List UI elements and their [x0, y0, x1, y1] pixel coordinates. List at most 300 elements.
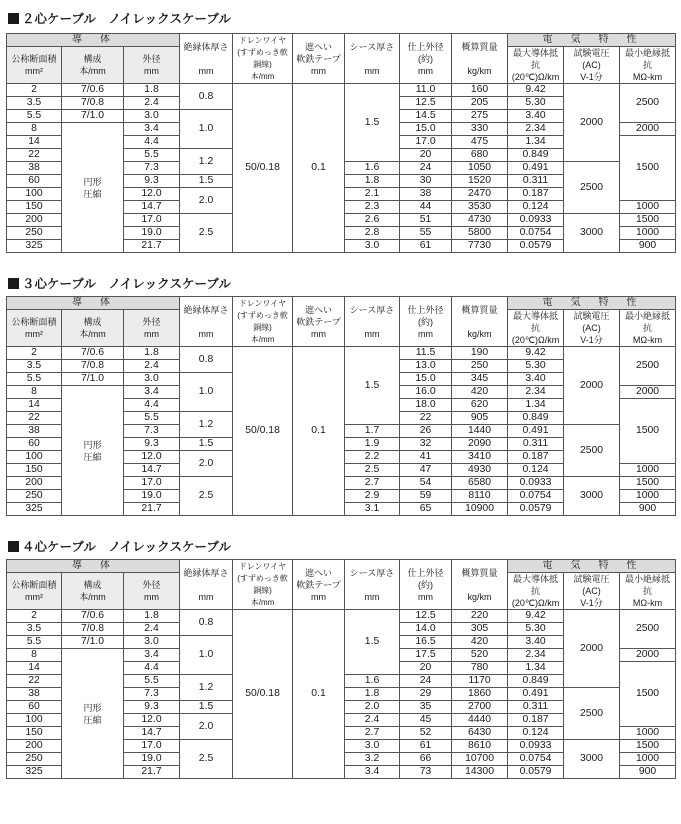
- table-cell: 2.0: [180, 714, 233, 740]
- table-cell: 22: [400, 412, 452, 425]
- table-cell: 0.849: [508, 412, 564, 425]
- table-cell: 2000: [620, 123, 676, 136]
- table-cell: 20: [400, 662, 452, 675]
- table-cell: 150: [7, 727, 62, 740]
- table-cell: 1.5: [345, 610, 400, 675]
- table-cell: 900: [620, 766, 676, 779]
- table-cell: 2.5: [180, 477, 233, 516]
- table-cell: kg/km: [467, 65, 492, 76]
- table-cell: 73: [400, 766, 452, 779]
- table-cell: 0.0579: [508, 503, 564, 516]
- table-cell: 3.40: [508, 636, 564, 649]
- table-cell: 150: [7, 201, 62, 214]
- table-cell: 3.2: [345, 753, 400, 766]
- table-cell: 61: [400, 740, 452, 753]
- table-cell: 公称断面積: [11, 317, 57, 327]
- table-cell: 14: [7, 136, 62, 149]
- table-cell: 3.4: [124, 386, 180, 399]
- table-cell: mm: [418, 65, 434, 76]
- table-cell: (20℃)Ω/km: [511, 335, 560, 345]
- table-cell: 1.0: [180, 636, 233, 675]
- table-cell: mm²: [25, 66, 43, 76]
- table-cell: 2.0: [180, 451, 233, 477]
- table-cell: 7/0.6: [62, 84, 124, 97]
- table-cell: 45: [400, 714, 452, 727]
- header-conductor: 導 体: [7, 34, 180, 47]
- table-cell: 2.1: [345, 188, 400, 201]
- table-cell: 9.3: [124, 175, 180, 188]
- table-cell: 2.4: [124, 97, 180, 110]
- table-cell: 2.2: [345, 451, 400, 464]
- table-cell: 12.5: [400, 97, 452, 110]
- table-cell: シース厚さ: [349, 304, 395, 315]
- table-cell: シース厚さ: [349, 567, 395, 578]
- table-cell: (すずめっき軟銅線): [237, 573, 288, 595]
- table-cell: 2.4: [345, 714, 400, 727]
- table-cell: 試験電圧(AC): [573, 311, 610, 333]
- header-shield: [293, 34, 345, 84]
- table-cell: 12.5: [400, 610, 452, 623]
- header-area: [7, 310, 62, 347]
- table-cell: mm²: [25, 329, 43, 339]
- table-cell: (約): [418, 53, 434, 64]
- table-cell: 14.5: [400, 110, 452, 123]
- shield-cell: 0.1: [293, 84, 345, 253]
- table-cell: 試験電圧(AC): [573, 48, 610, 70]
- table-cell: 1000: [620, 753, 676, 766]
- table-cell: MΩ-km: [632, 335, 663, 345]
- header-finished-od: [400, 297, 452, 347]
- table-cell: 15.0: [400, 373, 452, 386]
- shape-cell: [62, 386, 124, 516]
- table-cell: 420: [452, 386, 508, 399]
- section-title-2core: [8, 10, 231, 28]
- shape-cell: [62, 649, 124, 779]
- table-cell: 本/mm: [79, 329, 106, 339]
- table-cell: 遮へい: [305, 41, 333, 52]
- table-cell: 38: [7, 162, 62, 175]
- table-cell: 19.0: [124, 753, 180, 766]
- table-cell: 0.0933: [508, 740, 564, 753]
- table-cell: 275: [452, 110, 508, 123]
- table-cell: 17.0: [124, 477, 180, 490]
- table-cell: 7.3: [124, 162, 180, 175]
- table-cell: 本/mm: [250, 334, 275, 344]
- table-cell: 0.491: [508, 688, 564, 701]
- table-cell: 外径: [142, 54, 161, 64]
- table-cell: 5.5: [7, 636, 62, 649]
- insulation-resistance-cell: 2500: [620, 84, 676, 123]
- table-cell: 345: [452, 373, 508, 386]
- table-cell: 2470: [452, 188, 508, 201]
- table-cell: mm: [418, 328, 434, 339]
- table-cell: 3000: [564, 477, 620, 516]
- table-cell: 圧縮: [83, 451, 102, 462]
- table-cell: 2500: [564, 425, 620, 477]
- table-cell: 2: [7, 610, 62, 623]
- table-cell: 0.0754: [508, 227, 564, 240]
- table-cell: 38: [7, 688, 62, 701]
- table-cell: 6580: [452, 477, 508, 490]
- table-cell: 1.5: [180, 175, 233, 188]
- table-cell: (20℃)Ω/km: [511, 72, 560, 82]
- table-cell: 4.4: [124, 399, 180, 412]
- drain-wire-cell: 50/0.18: [233, 84, 293, 253]
- sheath-cell: 1.5: [345, 84, 400, 162]
- table-cell: 3.0: [345, 240, 400, 253]
- table-cell: 本/mm: [79, 66, 106, 76]
- table-cell: (約): [418, 579, 434, 590]
- table-cell: 330: [452, 123, 508, 136]
- table-cell: 1.7: [345, 425, 400, 438]
- table-cell: 3.4: [124, 649, 180, 662]
- table-cell: 38: [7, 425, 62, 438]
- table-cell: 1860: [452, 688, 508, 701]
- table-cell: 0.8: [180, 610, 233, 636]
- table-cell: 0.187: [508, 188, 564, 201]
- table-cell: 0.311: [508, 175, 564, 188]
- table-cell: 8: [7, 649, 62, 662]
- header-shield: [293, 560, 345, 610]
- table-cell: kg/km: [467, 328, 492, 339]
- header-electrical: 電 気 特 性: [508, 34, 676, 47]
- table-cell: 遮へい: [305, 567, 333, 578]
- table-cell: 軟鉄テープ: [296, 579, 341, 590]
- header-test-voltage: [564, 573, 620, 610]
- table-cell: 圧縮: [83, 714, 102, 725]
- table-cell: 1.2: [180, 412, 233, 438]
- table-cell: 8: [7, 386, 62, 399]
- table-cell: 190: [452, 347, 508, 360]
- table-cell: mm: [144, 329, 160, 339]
- table-cell: 2000: [564, 610, 620, 688]
- header-test-voltage: [564, 47, 620, 84]
- table-cell: 3.40: [508, 110, 564, 123]
- table-cell: 2500: [620, 610, 676, 649]
- table-cell: 2.4: [124, 360, 180, 373]
- table-cell: 7730: [452, 240, 508, 253]
- table-cell: 3.0: [124, 636, 180, 649]
- table-cell: 11.5: [400, 347, 452, 360]
- table-cell: 7.3: [124, 425, 180, 438]
- table-cell: 仕上外径: [407, 304, 444, 315]
- table-cell: 2.3: [345, 201, 400, 214]
- table-cell: 0.0754: [508, 753, 564, 766]
- table-cell: 試験電圧(AC): [573, 574, 610, 596]
- table-cell: 1170: [452, 675, 508, 688]
- table-cell: 21.7: [124, 503, 180, 516]
- header-shield: [293, 297, 345, 347]
- square-bullet-icon: [8, 541, 19, 552]
- table-cell: 0.0933: [508, 477, 564, 490]
- header-drain-wire: [233, 34, 293, 84]
- table-cell: 17.5: [400, 649, 452, 662]
- section-title-3core: [8, 275, 231, 293]
- table-cell: 20: [400, 149, 452, 162]
- table-cell: 1.5: [180, 438, 233, 451]
- table-cell: ドレンワイヤ: [238, 35, 287, 45]
- header-od: [124, 310, 180, 347]
- table-cell: 1000: [620, 490, 676, 503]
- spec-table-3core: [6, 296, 676, 516]
- table-cell: 35: [400, 701, 452, 714]
- table-cell: 5.30: [508, 623, 564, 636]
- table-cell: 2.34: [508, 123, 564, 136]
- table-cell: 外径: [142, 580, 161, 590]
- table-cell: 250: [7, 227, 62, 240]
- table-cell: 900: [620, 240, 676, 253]
- header-insulation-resistance: [620, 310, 676, 347]
- table-cell: 14.0: [400, 623, 452, 636]
- table-cell: 5.5: [124, 412, 180, 425]
- table-cell: mm: [364, 591, 380, 602]
- table-cell: 仕上外径: [407, 567, 444, 578]
- table-cell: 6430: [452, 727, 508, 740]
- table-cell: 本/mm: [250, 597, 275, 607]
- table-cell: mm: [418, 591, 434, 602]
- table-cell: 4.4: [124, 662, 180, 675]
- table-cell: 780: [452, 662, 508, 675]
- table-cell: 520: [452, 649, 508, 662]
- table-cell: 最小絶縁抵抗: [625, 311, 671, 333]
- table-cell: 円形: [83, 702, 102, 713]
- table-cell: 0.491: [508, 425, 564, 438]
- table-cell: 1.5: [345, 347, 400, 425]
- table-cell: 7/0.6: [62, 610, 124, 623]
- table-cell: 65: [400, 503, 452, 516]
- table-cell: 1.5: [180, 701, 233, 714]
- table-cell: 7/1.0: [62, 636, 124, 649]
- shield-cell: 0.1: [293, 610, 345, 779]
- table-cell: 0.491: [508, 162, 564, 175]
- table-cell: mm: [311, 65, 327, 76]
- table-cell: ２心ケーブル ノイレックスケーブル: [22, 11, 231, 26]
- table-cell: 公称断面積: [11, 580, 57, 590]
- table-cell: 17.0: [124, 740, 180, 753]
- table-cell: 1500: [620, 136, 676, 201]
- header-finished-od: [400, 560, 452, 610]
- table-cell: 12.0: [124, 714, 180, 727]
- table-cell: ３心ケーブル ノイレックスケーブル: [22, 276, 231, 291]
- table-cell: mm: [144, 66, 160, 76]
- drain-wire-cell: 50/0.18: [233, 347, 293, 516]
- table-cell: 0.849: [508, 149, 564, 162]
- table-cell: 9.3: [124, 701, 180, 714]
- table-cell: 1.34: [508, 399, 564, 412]
- table-cell: 2.5: [345, 464, 400, 477]
- table-cell: 680: [452, 149, 508, 162]
- table-cell: 3.0: [124, 373, 180, 386]
- table-cell: 2.7: [345, 727, 400, 740]
- table-cell: 2: [7, 347, 62, 360]
- table-cell: 250: [7, 490, 62, 503]
- table-cell: 2000: [620, 386, 676, 399]
- table-cell: 21.7: [124, 766, 180, 779]
- table-cell: V-1分: [580, 335, 603, 345]
- table-cell: 1.6: [345, 675, 400, 688]
- insulation-cell: 0.8: [180, 84, 233, 110]
- table-cell: 概算質量: [461, 304, 498, 315]
- table-cell: 軟鉄テープ: [296, 53, 341, 64]
- table-cell: 1500: [620, 399, 676, 464]
- header-weight: [452, 560, 508, 610]
- table-cell: 620: [452, 399, 508, 412]
- table-cell: 7/0.8: [62, 360, 124, 373]
- table-cell: ドレンワイヤ: [238, 298, 287, 308]
- table-cell: 0.124: [508, 201, 564, 214]
- table-cell: 7.3: [124, 688, 180, 701]
- table-cell: 5.5: [7, 373, 62, 386]
- header-area: [7, 47, 62, 84]
- table-cell: V-1分: [580, 72, 603, 82]
- table-cell: 205: [452, 97, 508, 110]
- table-cell: 1000: [620, 201, 676, 214]
- table-cell: 2.9: [345, 490, 400, 503]
- header-sheath-thickness: [345, 560, 400, 610]
- table-cell: 1500: [620, 214, 676, 227]
- header-conductor: 導 体: [7, 560, 180, 573]
- square-bullet-icon: [8, 13, 19, 24]
- table-cell: 2000: [620, 649, 676, 662]
- table-cell: 10700: [452, 753, 508, 766]
- table-cell: 3000: [564, 214, 620, 253]
- table-cell: 0.124: [508, 727, 564, 740]
- table-cell: 200: [7, 477, 62, 490]
- shape-cell: [62, 123, 124, 253]
- table-cell: 1.9: [345, 438, 400, 451]
- header-resistance: [508, 310, 564, 347]
- header-insulation-resistance: [620, 573, 676, 610]
- table-cell: 100: [7, 714, 62, 727]
- table-cell: 150: [7, 464, 62, 477]
- table-cell: 1.8: [345, 688, 400, 701]
- table-cell: 仕上外径: [407, 41, 444, 52]
- table-cell: 16.5: [400, 636, 452, 649]
- table-cell: 1520: [452, 175, 508, 188]
- table-cell: 構成: [83, 580, 102, 590]
- table-cell: シース厚さ: [349, 41, 395, 52]
- table-cell: 54: [400, 477, 452, 490]
- table-cell: 4.4: [124, 136, 180, 149]
- table-cell: 1500: [620, 662, 676, 727]
- table-cell: 14: [7, 662, 62, 675]
- table-cell: 絶縁体厚さ: [183, 567, 229, 578]
- table-cell: 250: [7, 753, 62, 766]
- table-cell: 3410: [452, 451, 508, 464]
- table-row: [7, 84, 676, 97]
- table-cell: 0.187: [508, 714, 564, 727]
- table-cell: 2.8: [345, 227, 400, 240]
- table-cell: 5.5: [124, 149, 180, 162]
- table-cell: 1050: [452, 162, 508, 175]
- table-cell: 61: [400, 240, 452, 253]
- table-cell: mm²: [25, 592, 43, 602]
- table-cell: 12.0: [124, 188, 180, 201]
- table-cell: 13.0: [400, 360, 452, 373]
- table-cell: 最大導体抵抗: [513, 574, 559, 596]
- table-cell: 2500: [564, 688, 620, 740]
- table-cell: 1.0: [180, 373, 233, 412]
- table-cell: 2090: [452, 438, 508, 451]
- header-drain-wire: [233, 297, 293, 347]
- table-cell: 59: [400, 490, 452, 503]
- table-cell: 2.34: [508, 649, 564, 662]
- header-resistance: [508, 573, 564, 610]
- table-cell: 最大導体抵抗: [513, 311, 559, 333]
- table-cell: 1.6: [345, 162, 400, 175]
- table-cell: 1.8: [345, 175, 400, 188]
- table-cell: MΩ-km: [632, 598, 663, 608]
- table-cell: 15.0: [400, 123, 452, 136]
- table-cell: 0.124: [508, 464, 564, 477]
- table-cell: V-1分: [580, 598, 603, 608]
- header-conductor: 導 体: [7, 297, 180, 310]
- table-cell: mm: [198, 65, 214, 76]
- table-cell: 8610: [452, 740, 508, 753]
- table-cell: 0.0933: [508, 214, 564, 227]
- table-cell: mm: [198, 328, 214, 339]
- table-cell: 0.311: [508, 701, 564, 714]
- table-cell: 22: [7, 149, 62, 162]
- table-cell: mm: [198, 591, 214, 602]
- table-cell: 圧縮: [83, 188, 102, 199]
- table-cell: mm: [311, 328, 327, 339]
- table-cell: 2.6: [345, 214, 400, 227]
- table-cell: 905: [452, 412, 508, 425]
- table-cell: 60: [7, 175, 62, 188]
- table-cell: 10900: [452, 503, 508, 516]
- header-finished-od: [400, 34, 452, 84]
- table-cell: ４心ケーブル ノイレックスケーブル: [22, 539, 231, 554]
- table-cell: 遮へい: [305, 304, 333, 315]
- table-cell: 1.34: [508, 662, 564, 675]
- table-cell: 3.4: [124, 123, 180, 136]
- table-cell: 0.187: [508, 451, 564, 464]
- header-weight: [452, 297, 508, 347]
- table-cell: 100: [7, 188, 62, 201]
- table-cell: 4730: [452, 214, 508, 227]
- table-cell: 5.30: [508, 97, 564, 110]
- table-cell: 900: [620, 503, 676, 516]
- table-cell: 3.1: [345, 503, 400, 516]
- table-cell: 最大導体抵抗: [513, 48, 559, 70]
- table-cell: 24: [400, 162, 452, 175]
- header-composition: [62, 573, 124, 610]
- table-cell: 1.8: [124, 610, 180, 623]
- table-cell: 30: [400, 175, 452, 188]
- table-cell: 14: [7, 399, 62, 412]
- table-cell: 軟鉄テープ: [296, 316, 341, 327]
- table-cell: 250: [452, 360, 508, 373]
- table-cell: 0.849: [508, 675, 564, 688]
- table-cell: 0.311: [508, 438, 564, 451]
- spec-table-2core: [6, 33, 676, 253]
- table-cell: 38: [400, 188, 452, 201]
- table-cell: 絶縁体厚さ: [183, 41, 229, 52]
- table-cell: 構成: [83, 317, 102, 327]
- table-cell: 44: [400, 201, 452, 214]
- table-cell: 17.0: [124, 214, 180, 227]
- table-cell: 19.0: [124, 490, 180, 503]
- table-cell: 1000: [620, 227, 676, 240]
- table-row: [7, 347, 676, 360]
- table-cell: 0.0579: [508, 240, 564, 253]
- table-cell: 3.4: [345, 766, 400, 779]
- table-cell: 2.34: [508, 386, 564, 399]
- table-cell: MΩ-km: [632, 72, 663, 82]
- table-cell: 8: [7, 123, 62, 136]
- table-cell: 5.5: [7, 110, 62, 123]
